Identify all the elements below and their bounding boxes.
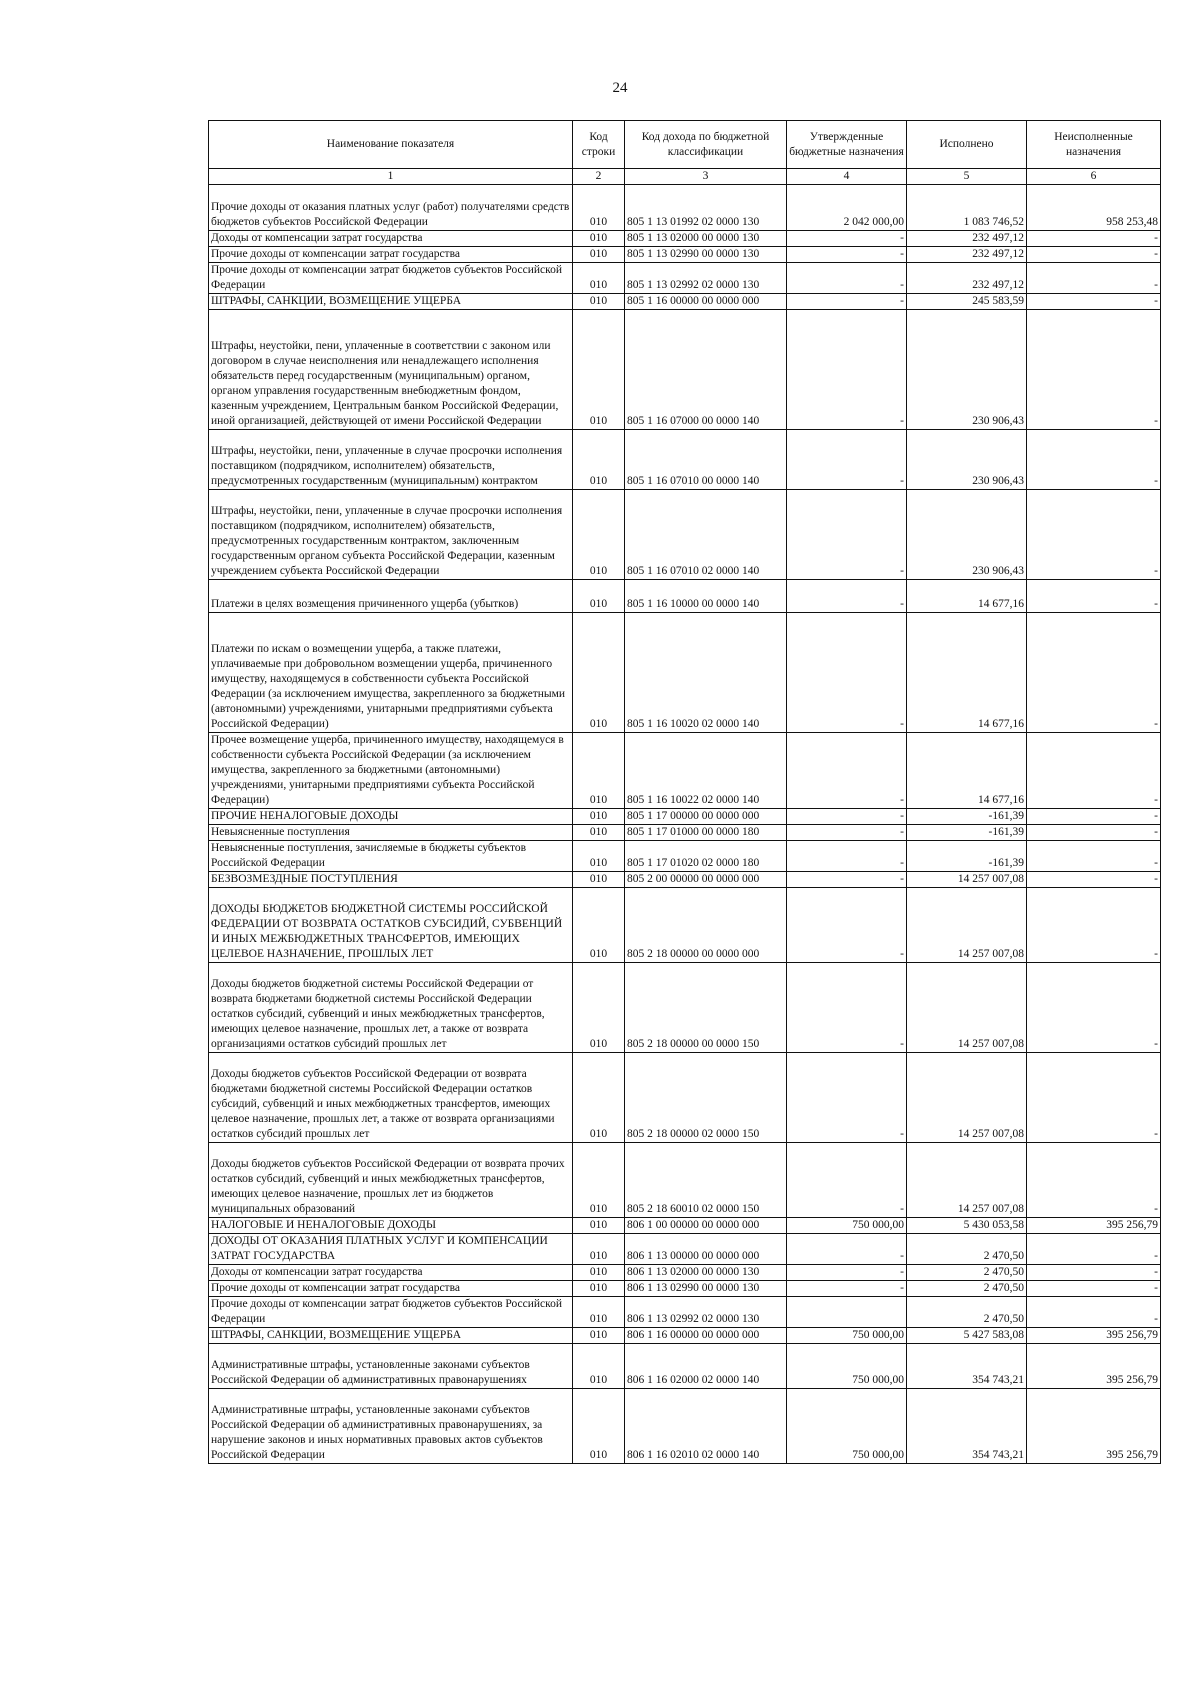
row-budget-code: 806 1 13 00000 00 0000 000	[625, 1234, 787, 1265]
row-approved: -	[787, 490, 907, 580]
row-executed: 14 677,16	[907, 613, 1027, 733]
row-line-code: 010	[573, 1328, 625, 1344]
table-row	[209, 1344, 1161, 1389]
table-row	[209, 1281, 1161, 1297]
row-approved: -	[787, 733, 907, 809]
row-name: Доходы от компенсации затрат государства	[209, 1265, 573, 1281]
row-approved: 750 000,00	[787, 1328, 907, 1344]
row-line-code: 010	[573, 841, 625, 872]
row-unexecuted: -	[1027, 841, 1161, 872]
row-unexecuted: -	[1027, 1265, 1161, 1281]
row-budget-code: 805 1 13 02992 02 0000 130	[625, 263, 787, 294]
row-budget-code: 805 1 16 07010 02 0000 140	[625, 490, 787, 580]
row-name: Доходы от компенсации затрат государства	[209, 231, 573, 247]
row-approved: -	[787, 809, 907, 825]
revenue-report-table	[208, 120, 1161, 1464]
table-row	[209, 872, 1161, 888]
row-budget-code: 805 2 18 60010 02 0000 150	[625, 1143, 787, 1218]
row-unexecuted: -	[1027, 872, 1161, 888]
row-line-code: 010	[573, 1344, 625, 1389]
row-approved	[787, 1297, 907, 1328]
row-name: Штрафы, неустойки, пени, уплаченные в случае просрочки исполнения поставщиком (подрядчиком, исполнителем) обязательств, предусмотренных государственным (муниципальным) контрактом	[209, 430, 573, 490]
row-budget-code: 806 1 13 02990 00 0000 130	[625, 1281, 787, 1297]
row-name: Административные штрафы, установленные законами субъектов Российской Федерации об административных правонарушениях	[209, 1344, 573, 1389]
row-approved: 750 000,00	[787, 1344, 907, 1389]
row-executed: 2 470,50	[907, 1265, 1027, 1281]
row-executed: 14 257 007,08	[907, 888, 1027, 963]
row-budget-code: 805 1 16 10022 02 0000 140	[625, 733, 787, 809]
row-approved: 2 042 000,00	[787, 185, 907, 231]
row-unexecuted: -	[1027, 294, 1161, 310]
row-executed: -161,39	[907, 825, 1027, 841]
header-executed: Исполнено	[907, 121, 1027, 169]
table-row	[209, 1389, 1161, 1464]
page-number: 24	[612, 80, 628, 96]
row-approved: -	[787, 310, 907, 430]
row-line-code: 010	[573, 247, 625, 263]
row-executed: 14 257 007,08	[907, 1143, 1027, 1218]
table-row	[209, 430, 1161, 490]
row-unexecuted: -	[1027, 613, 1161, 733]
row-budget-code: 805 1 16 10020 02 0000 140	[625, 613, 787, 733]
row-executed: 230 906,43	[907, 310, 1027, 430]
row-approved: -	[787, 1143, 907, 1218]
row-line-code: 010	[573, 580, 625, 613]
row-approved: -	[787, 888, 907, 963]
row-budget-code: 805 2 18 00000 00 0000 000	[625, 888, 787, 963]
row-name: ШТРАФЫ, САНКЦИИ, ВОЗМЕЩЕНИЕ УЩЕРБА	[209, 294, 573, 310]
row-approved: -	[787, 872, 907, 888]
row-name: Доходы бюджетов бюджетной системы Российской Федерации от возврата бюджетами бюджетной системы Российской Федерации остатков субсидий, субвенций и иных межбюджетных трансфертов, имеющих целевое назначение, прошлых лет, а также от возврата организациями остатков субсидий прошлых лет	[209, 963, 573, 1053]
header-line-code: Код строки	[573, 121, 625, 169]
row-line-code: 010	[573, 263, 625, 294]
row-approved: -	[787, 841, 907, 872]
row-budget-code: 805 1 16 00000 00 0000 000	[625, 294, 787, 310]
row-unexecuted: -	[1027, 1281, 1161, 1297]
row-approved: -	[787, 430, 907, 490]
row-name: Невыясненные поступления	[209, 825, 573, 841]
row-unexecuted: -	[1027, 263, 1161, 294]
row-executed: -161,39	[907, 809, 1027, 825]
column-number: 3	[625, 169, 787, 185]
row-name: ДОХОДЫ ОТ ОКАЗАНИЯ ПЛАТНЫХ УСЛУГ И КОМПЕНСАЦИИ ЗАТРАТ ГОСУДАРСТВА	[209, 1234, 573, 1265]
row-approved: -	[787, 1234, 907, 1265]
table-row	[209, 1218, 1161, 1234]
row-name: ШТРАФЫ, САНКЦИИ, ВОЗМЕЩЕНИЕ УЩЕРБА	[209, 1328, 573, 1344]
table-row	[209, 185, 1161, 231]
row-name: Платежи по искам о возмещении ущерба, а также платежи, уплачиваемые при добровольном возмещении ущерба, причиненного имуществу, находящемуся в собственности субъекта Российской Федерации (за исключением имущества, закрепленного за бюджетными (автономными) учреждениями, унитарными предприятиями субъекта Российской Федерации)	[209, 613, 573, 733]
row-line-code: 010	[573, 613, 625, 733]
row-approved: -	[787, 580, 907, 613]
row-name: Доходы бюджетов субъектов Российской Федерации от возврата прочих остатков субсидий, субвенций и иных межбюджетных трансфертов, имеющих целевое назначение, прошлых лет из бюджетов муниципальных образований	[209, 1143, 573, 1218]
row-budget-code: 805 1 17 01020 02 0000 180	[625, 841, 787, 872]
row-executed: 14 257 007,08	[907, 872, 1027, 888]
row-line-code: 010	[573, 872, 625, 888]
row-executed: 2 470,50	[907, 1297, 1027, 1328]
table-row	[209, 1053, 1161, 1143]
table-row	[209, 888, 1161, 963]
row-line-code: 010	[573, 1389, 625, 1464]
row-budget-code: 805 1 13 02990 00 0000 130	[625, 247, 787, 263]
row-approved: -	[787, 294, 907, 310]
row-name: Административные штрафы, установленные законами субъектов Российской Федерации об административных правонарушениях, за нарушение законов и иных нормативных правовых актов субъектов Российской Федерации	[209, 1389, 573, 1464]
row-line-code: 010	[573, 430, 625, 490]
row-line-code: 010	[573, 963, 625, 1053]
row-line-code: 010	[573, 310, 625, 430]
row-unexecuted: 958 253,48	[1027, 185, 1161, 231]
row-line-code: 010	[573, 825, 625, 841]
row-unexecuted: -	[1027, 963, 1161, 1053]
row-name: Прочее возмещение ущерба, причиненного имуществу, находящемуся в собственности субъекта Российской Федерации (за исключением имущества, закрепленного за бюджетными (автономными) учреждениями, унитарными предприятиями субъекта Российской Федерации)	[209, 733, 573, 809]
row-line-code: 010	[573, 1234, 625, 1265]
row-name: Штрафы, неустойки, пени, уплаченные в случае просрочки исполнения поставщиком (подрядчиком, исполнителем) обязательств, предусмотренных государственным контрактом, заключенным государственным органом субъекта Российской Федерации, казенным учреждением субъекта Российской Федерации	[209, 490, 573, 580]
row-line-code: 010	[573, 1053, 625, 1143]
table-row	[209, 613, 1161, 733]
row-name: Прочие доходы от компенсации затрат государства	[209, 1281, 573, 1297]
header-name: Наименование показателя	[209, 121, 573, 169]
row-budget-code: 805 1 17 00000 00 0000 000	[625, 809, 787, 825]
row-line-code: 010	[573, 490, 625, 580]
row-executed: 2 470,50	[907, 1234, 1027, 1265]
row-name: Прочие доходы от компенсации затрат бюджетов субъектов Российской Федерации	[209, 263, 573, 294]
row-line-code: 010	[573, 809, 625, 825]
column-number: 5	[907, 169, 1027, 185]
table-row	[209, 263, 1161, 294]
row-executed: 14 677,16	[907, 733, 1027, 809]
row-executed: 232 497,12	[907, 247, 1027, 263]
column-number: 1	[209, 169, 573, 185]
row-approved: -	[787, 613, 907, 733]
row-name: БЕЗВОЗМЕЗДНЫЕ ПОСТУПЛЕНИЯ	[209, 872, 573, 888]
row-unexecuted: -	[1027, 809, 1161, 825]
column-number: 2	[573, 169, 625, 185]
row-name: Невыясненные поступления, зачисляемые в бюджеты субъектов Российской Федерации	[209, 841, 573, 872]
row-budget-code: 806 1 00 00000 00 0000 000	[625, 1218, 787, 1234]
row-executed: 354 743,21	[907, 1344, 1027, 1389]
table-row	[209, 841, 1161, 872]
row-name: НАЛОГОВЫЕ И НЕНАЛОГОВЫЕ ДОХОДЫ	[209, 1218, 573, 1234]
row-name: Платежи в целях возмещения причиненного ущерба (убытков)	[209, 580, 573, 613]
table-row	[209, 825, 1161, 841]
row-approved: 750 000,00	[787, 1218, 907, 1234]
row-executed: 230 906,43	[907, 430, 1027, 490]
table-row	[209, 490, 1161, 580]
row-unexecuted: -	[1027, 231, 1161, 247]
table-row	[209, 247, 1161, 263]
table-row	[209, 310, 1161, 430]
row-unexecuted: -	[1027, 733, 1161, 809]
row-executed: 230 906,43	[907, 490, 1027, 580]
table-row	[209, 1265, 1161, 1281]
row-name: Штрафы, неустойки, пени, уплаченные в соответствии с законом или договором в случае неисполнения или ненадлежащего исполнения обязательств перед государственным (муниципальным) органом, органом управления государственным внебюджетным фондом, казенным учреждением, Центральным банком Российской Федерации, иной организацией, действующей от имени Российской Федерации	[209, 310, 573, 430]
table-header-row	[209, 121, 1161, 169]
row-budget-code: 805 2 18 00000 02 0000 150	[625, 1053, 787, 1143]
row-approved: -	[787, 825, 907, 841]
table-row	[209, 580, 1161, 613]
row-line-code: 010	[573, 294, 625, 310]
row-budget-code: 805 1 16 07010 00 0000 140	[625, 430, 787, 490]
row-name: Прочие доходы от компенсации затрат бюджетов субъектов Российской Федерации	[209, 1297, 573, 1328]
table-row	[209, 1234, 1161, 1265]
table-row	[209, 231, 1161, 247]
row-budget-code: 806 1 16 00000 00 0000 000	[625, 1328, 787, 1344]
table-row	[209, 809, 1161, 825]
row-executed: 2 470,50	[907, 1281, 1027, 1297]
row-approved: 750 000,00	[787, 1389, 907, 1464]
row-executed: 14 257 007,08	[907, 963, 1027, 1053]
row-approved: -	[787, 1265, 907, 1281]
row-budget-code: 806 1 16 02010 02 0000 140	[625, 1389, 787, 1464]
row-line-code: 010	[573, 1297, 625, 1328]
row-unexecuted: -	[1027, 1234, 1161, 1265]
row-unexecuted: 395 256,79	[1027, 1218, 1161, 1234]
row-approved: -	[787, 1281, 907, 1297]
row-executed: 245 583,59	[907, 294, 1027, 310]
row-unexecuted: -	[1027, 310, 1161, 430]
row-executed: 14 257 007,08	[907, 1053, 1027, 1143]
row-unexecuted: -	[1027, 1143, 1161, 1218]
row-budget-code: 806 1 16 02000 02 0000 140	[625, 1344, 787, 1389]
row-budget-code: 805 2 18 00000 00 0000 150	[625, 963, 787, 1053]
row-line-code: 010	[573, 185, 625, 231]
header-budget-code: Код дохода по бюджетной классификации	[625, 121, 787, 169]
row-budget-code: 805 1 16 10000 00 0000 140	[625, 580, 787, 613]
row-executed: 232 497,12	[907, 231, 1027, 247]
row-unexecuted: -	[1027, 1297, 1161, 1328]
row-unexecuted: 395 256,79	[1027, 1328, 1161, 1344]
row-executed: 232 497,12	[907, 263, 1027, 294]
table-row	[209, 1143, 1161, 1218]
row-line-code: 010	[573, 733, 625, 809]
row-name: ДОХОДЫ БЮДЖЕТОВ БЮДЖЕТНОЙ СИСТЕМЫ РОССИЙСКОЙ ФЕДЕРАЦИИ ОТ ВОЗВРАТА ОСТАТКОВ СУБСИДИЙ, СУБВЕНЦИЙ И ИНЫХ МЕЖБЮДЖЕТНЫХ ТРАНСФЕРТОВ, ИМЕЮЩИХ ЦЕЛЕВОЕ НАЗНАЧЕНИЕ, ПРОШЛЫХ ЛЕТ	[209, 888, 573, 963]
row-executed: -161,39	[907, 841, 1027, 872]
row-unexecuted: -	[1027, 247, 1161, 263]
header-unexecuted: Неисполненные назначения	[1027, 121, 1161, 169]
row-name: Прочие доходы от компенсации затрат государства	[209, 247, 573, 263]
row-line-code: 010	[573, 888, 625, 963]
row-unexecuted: 395 256,79	[1027, 1344, 1161, 1389]
table-row	[209, 733, 1161, 809]
row-unexecuted: -	[1027, 490, 1161, 580]
row-executed: 1 083 746,52	[907, 185, 1027, 231]
header-approved: Утвержденные бюджетные назначения	[787, 121, 907, 169]
row-line-code: 010	[573, 1218, 625, 1234]
row-approved: -	[787, 263, 907, 294]
row-unexecuted: -	[1027, 825, 1161, 841]
table-row	[209, 1297, 1161, 1328]
row-budget-code: 805 1 13 02000 00 0000 130	[625, 231, 787, 247]
row-unexecuted: -	[1027, 1053, 1161, 1143]
row-name: ПРОЧИЕ НЕНАЛОГОВЫЕ ДОХОДЫ	[209, 809, 573, 825]
row-budget-code: 805 1 16 07000 00 0000 140	[625, 310, 787, 430]
column-number: 6	[1027, 169, 1161, 185]
row-budget-code: 806 1 13 02992 02 0000 130	[625, 1297, 787, 1328]
column-number-row	[209, 169, 1161, 185]
row-approved: -	[787, 231, 907, 247]
row-line-code: 010	[573, 1281, 625, 1297]
row-unexecuted: 395 256,79	[1027, 1389, 1161, 1464]
row-budget-code: 805 1 13 01992 02 0000 130	[625, 185, 787, 231]
row-budget-code: 805 1 17 01000 00 0000 180	[625, 825, 787, 841]
row-budget-code: 805 2 00 00000 00 0000 000	[625, 872, 787, 888]
row-line-code: 010	[573, 231, 625, 247]
table-row	[209, 963, 1161, 1053]
row-line-code: 010	[573, 1143, 625, 1218]
row-line-code: 010	[573, 1265, 625, 1281]
row-name: Прочие доходы от оказания платных услуг (работ) получателями средств бюджетов субъектов Российской Федерации	[209, 185, 573, 231]
row-approved: -	[787, 247, 907, 263]
row-executed: 14 677,16	[907, 580, 1027, 613]
row-unexecuted: -	[1027, 430, 1161, 490]
column-number: 4	[787, 169, 907, 185]
row-approved: -	[787, 1053, 907, 1143]
table-row	[209, 294, 1161, 310]
table-row	[209, 1328, 1161, 1344]
row-executed: 5 427 583,08	[907, 1328, 1027, 1344]
row-executed: 354 743,21	[907, 1389, 1027, 1464]
row-budget-code: 806 1 13 02000 00 0000 130	[625, 1265, 787, 1281]
row-executed: 5 430 053,58	[907, 1218, 1027, 1234]
row-unexecuted: -	[1027, 888, 1161, 963]
row-unexecuted: -	[1027, 580, 1161, 613]
row-name: Доходы бюджетов субъектов Российской Федерации от возврата бюджетами бюджетной системы Российской Федерации остатков субсидий, субвенций и иных межбюджетных трансфертов, имеющих целевое назначение, прошлых лет, а также от возврата организациями остатков субсидий прошлых лет	[209, 1053, 573, 1143]
row-approved: -	[787, 963, 907, 1053]
